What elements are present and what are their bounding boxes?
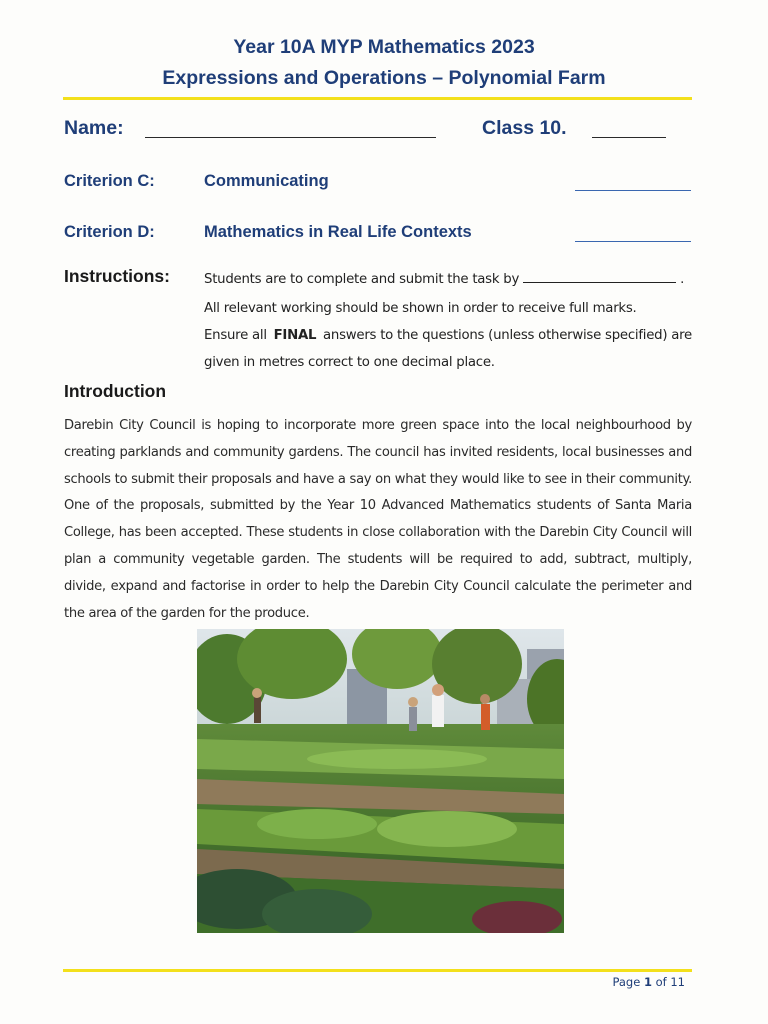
page-current: 1 — [643, 975, 652, 989]
instruction-text: answers to the questions (unless otherwise specified) are — [323, 328, 692, 343]
criterion-name: Mathematics in Real Life Contexts — [204, 223, 472, 241]
footer-divider — [63, 969, 692, 972]
name-field[interactable] — [145, 137, 436, 138]
criterion-d-row — [64, 223, 692, 247]
instructions-heading: Instructions: — [64, 266, 170, 286]
introduction-heading: Introduction — [64, 381, 167, 401]
instruction-precision: given in metres correct to one decimal place. — [204, 355, 495, 370]
page-total: 11 — [670, 975, 685, 989]
page-title: Year 10A MYP Mathematics 2023 — [233, 36, 535, 58]
instruction-text: Ensure all — [204, 328, 267, 343]
criterion-d-mark-field[interactable] — [575, 241, 691, 242]
instruction-text: . — [680, 272, 685, 287]
instruction-final-answers — [204, 328, 692, 343]
criterion-c-row — [64, 172, 692, 196]
class-label: Class 10. — [482, 117, 567, 139]
name-label: Name: — [64, 117, 124, 139]
instruction-working: All relevant working should be shown in order to receive full marks. — [204, 301, 637, 316]
criterion-name: Communicating — [204, 172, 329, 190]
page-subtitle: Expressions and Operations – Polynomial Farm — [162, 67, 606, 89]
class-field[interactable] — [592, 137, 666, 138]
instruction-text: Students are to complete and submit the task by — [204, 272, 520, 287]
instruction-emphasis: FINAL — [273, 328, 317, 343]
introduction-paragraph: Darebin City Council is hoping to incorporate more green space into the local neighbourhood by creating parklands and community gardens. The council has invited residents, local businesses and schools to submit their proposals and have a say on what they would like to see in their community. One of the proposals, submitted by the Year 10 Advanced Mathematics students of Santa Maria College, has been accepted. These students in close collaboration with the Darebin City Council will plan a community vegetable garden. The students will be required to add, subtract, multiply, divide, expand and factorise in order to help the Darebin City Council calculate the perimeter and the area of the garden for the produce. — [64, 418, 692, 621]
criterion-label: Criterion C: — [64, 172, 155, 190]
vegetable-garden-photo — [197, 629, 564, 933]
criterion-label: Criterion D: — [64, 223, 155, 241]
page-prefix: Page — [612, 975, 641, 989]
page-of: of — [655, 975, 667, 989]
header-divider — [63, 97, 692, 100]
due-date-field[interactable] — [523, 271, 676, 283]
criterion-c-mark-field[interactable] — [575, 190, 691, 191]
page-number — [560, 975, 685, 989]
garden-illustration — [197, 629, 564, 933]
student-details-row — [64, 117, 684, 145]
instruction-due-date — [204, 271, 692, 287]
